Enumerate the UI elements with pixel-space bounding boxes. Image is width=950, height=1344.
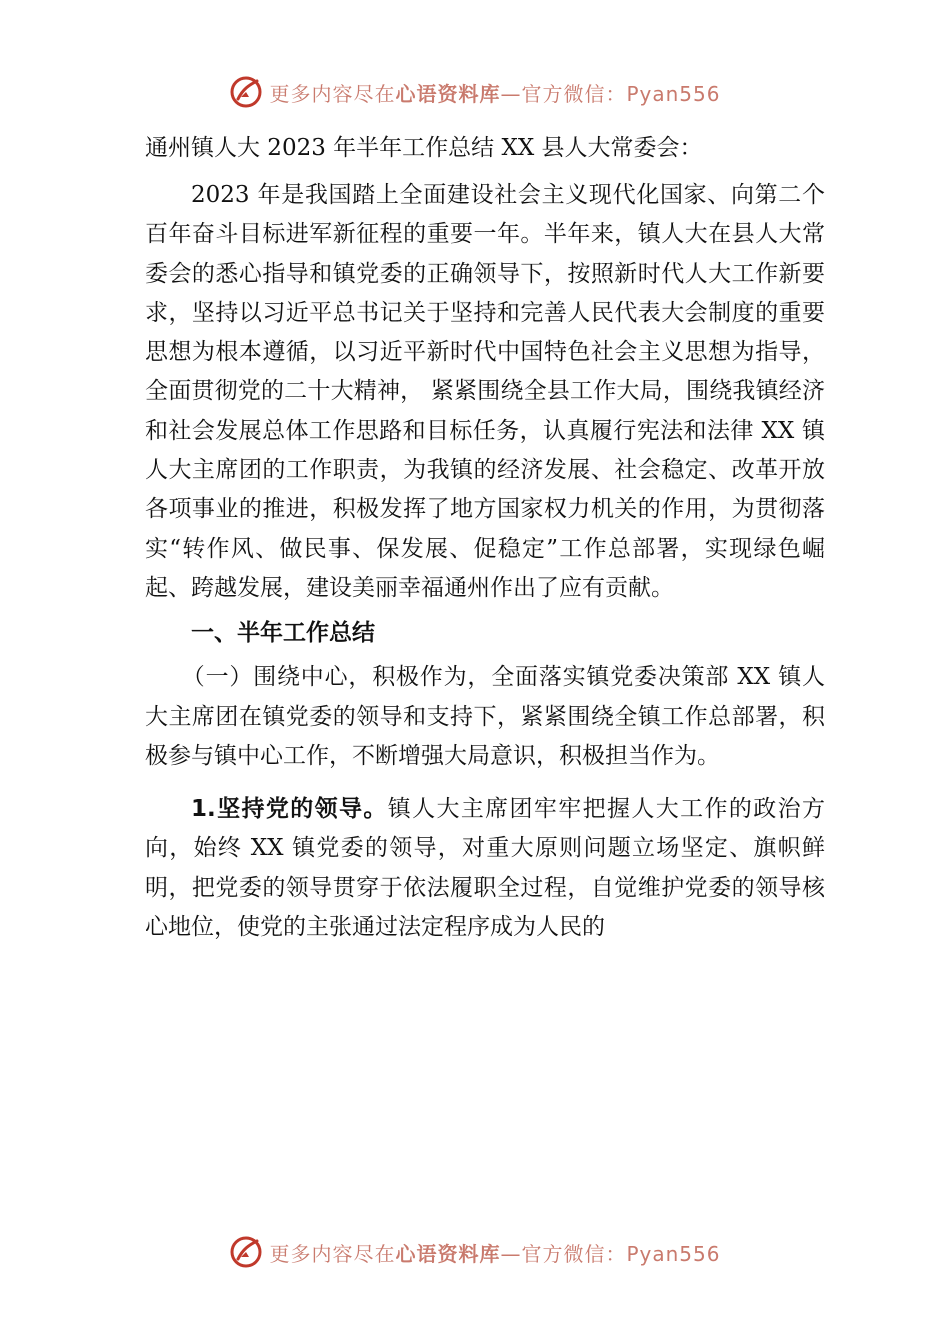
banner-text: 更多内容尽在心语资料库—官方微信：Pyan556 [269, 1241, 721, 1266]
brush-circle-logo-icon [229, 1235, 263, 1269]
document-title: 通州镇人大 2023 年半年工作总结 XX 县人大常委会： [145, 135, 703, 161]
footer-banner [0, 1232, 950, 1272]
paragraph-party-leadership [145, 790, 825, 947]
document-body [145, 128, 825, 947]
paragraph-subsection-one: （一）围绕中心，积极作为，全面落实镇党委决策部 XX 镇人大主席团在镇党委的领导和支持下，紧紧围绕全镇工作总部署，积极参与镇中心工作，不断增强大局意识，积极担当作为。 [145, 664, 825, 769]
paragraph-body: 镇人大主席团牢牢把握人大工作的政治方向，始终 XX 镇党委的领导，对重大原则问题立场坚定、旗帜鲜明，把党委的领导贯穿于依法履职全过程，自觉维护党委的领导核心地位，使党的主张通过法定程序成为人民的 [145, 796, 825, 941]
paragraph-lead: 1.坚持党的领导。 [191, 796, 388, 823]
header-banner [0, 72, 950, 112]
paragraph-intro: 2023 年是我国踏上全面建设社会主义现代化国家、向第二个百年奋斗目标进军新征程的重要一年。半年来，镇人大在县人大常委会的悉心指导和镇党委的正确领导下，按照新时代人大工作新要求，坚持以习近平总书记关于坚持和完善人民代表大会制度的重要思想为根本遵循，以习近平新时代中国特色社会主义思想为指导，全面贯彻党的二十大精神， 紧紧围绕全县工作大局，围绕我镇经济和社会发展总体工作思路和目标任务，认真履行宪法和法律 XX 镇人大主席团的工作职责，为我镇的经济发展、社会稳定、改革开放各项事业的推进，积极发挥了地方国家权力机关的作用，为贯彻落实“转作风、做民事、保发展、促稳定”工作总部署，实现绿色崛起、跨越发展，建设美丽幸福通州作出了应有贡献。 [145, 182, 825, 601]
section-heading: 一、半年工作总结 [191, 620, 375, 647]
brush-circle-logo-icon [229, 75, 263, 109]
banner-text: 更多内容尽在心语资料库—官方微信：Pyan556 [269, 81, 721, 106]
